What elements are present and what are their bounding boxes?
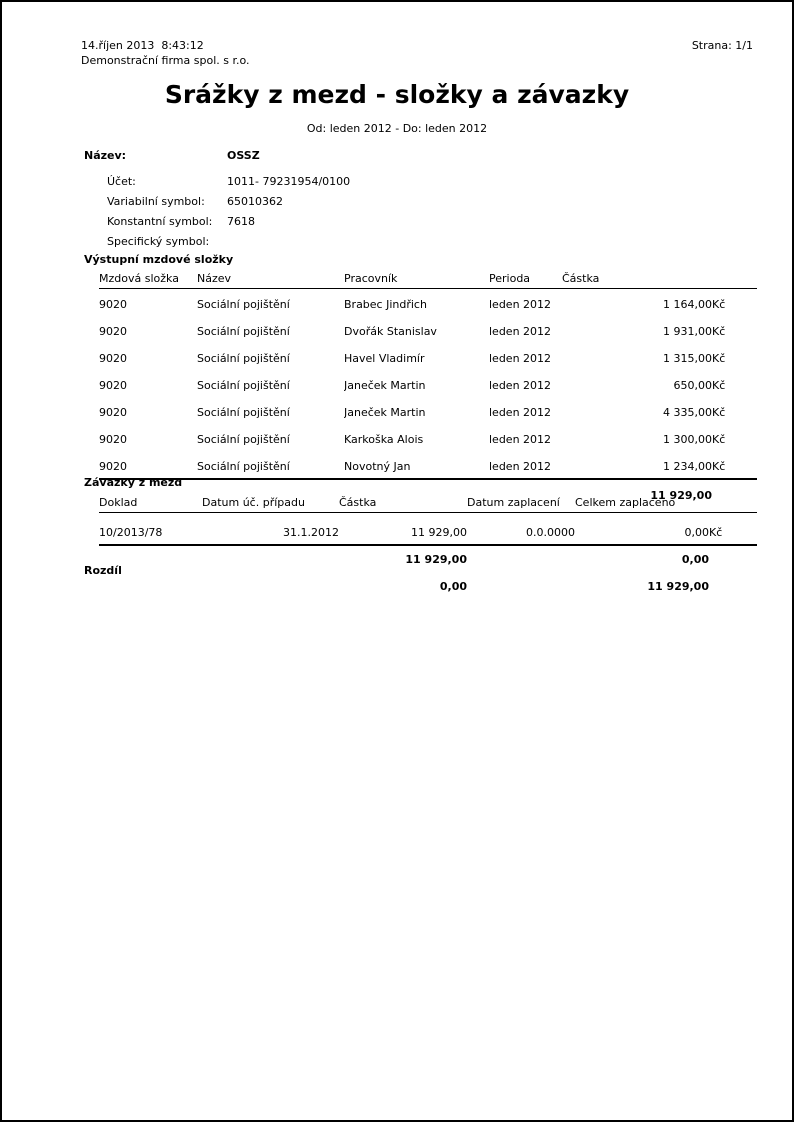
cell-pracovnik: Havel Vladimír: [344, 352, 425, 365]
difference-values: [99, 580, 757, 596]
specificky-label: Specifický symbol:: [107, 235, 210, 248]
cell-slozka: 9020: [99, 379, 127, 392]
cell-castka: 4 335,00: [663, 406, 712, 419]
difference-castka: 0,00: [439, 580, 467, 593]
recipient-name-row: [2, 149, 792, 169]
col-celkem-zaplaceno: Celkem zaplaceno: [575, 488, 709, 513]
col-datum-zaplaceni: Datum zaplacení: [467, 488, 575, 513]
cell-slozka: 9020: [99, 451, 197, 479]
cell-castka: 1 164,00: [663, 298, 712, 311]
konstantni-value: 7618: [227, 215, 255, 228]
cell-pracovnik: Janeček Martin: [344, 406, 426, 419]
report-period: Od: leden 2012 - Do: leden 2012: [306, 122, 488, 135]
components-total: 11 929,00: [650, 489, 712, 502]
liabilities-total-castka: 11 929,00: [405, 553, 467, 566]
table-row: [99, 451, 757, 479]
cell-currency: Kč: [712, 325, 726, 338]
ucet-label: Účet:: [107, 175, 136, 188]
cell-perioda: leden 2012: [489, 433, 552, 446]
liabilities-table-header: [99, 488, 757, 513]
cell-currency: Kč: [712, 433, 726, 446]
cell-pracovnik: Karkoška Alois: [344, 433, 424, 446]
cell-nazev: Sociální pojištění: [197, 433, 290, 446]
table-row: [99, 513, 757, 546]
nazev-label: Název:: [84, 149, 127, 162]
cell-castka: 11 929,00: [339, 513, 467, 546]
konstantni-label: Konstantní symbol:: [107, 215, 213, 228]
liabilities-total-row: [99, 545, 757, 571]
cell-slozka: 9020: [99, 352, 127, 365]
components-table: [99, 264, 757, 507]
col-mzdova-slozka: Mzdová složka: [99, 264, 197, 289]
cell-nazev: Sociální pojištění: [197, 379, 290, 392]
difference-heading: Rozdíl: [84, 564, 122, 577]
info-row-specificky: [2, 235, 792, 255]
table-row: [99, 370, 757, 397]
liabilities-total-celkem: 0,00: [681, 553, 709, 566]
header-right: [692, 38, 753, 53]
cell-nazev: Sociální pojištění: [197, 451, 344, 479]
info-row-variabilni: [2, 195, 792, 215]
recipient-fields: [2, 175, 792, 255]
ucet-value: 1011- 79231954/0100: [227, 175, 351, 188]
table-row: [99, 397, 757, 424]
col-doklad: Doklad: [99, 488, 202, 513]
cell-currency: Kč: [712, 451, 757, 479]
cell-slozka: 9020: [99, 298, 127, 311]
cell-slozka: 9020: [99, 325, 127, 338]
variabilni-value: 65010362: [227, 195, 283, 208]
table-row: [99, 289, 757, 317]
liabilities-section-heading: Závazky z mezd: [84, 476, 183, 489]
components-table-header: [99, 264, 757, 289]
cell-nazev: Sociální pojištění: [197, 325, 290, 338]
cell-datum-zaplaceni: 0.0.0000: [467, 513, 575, 546]
cell-currency: Kč: [712, 379, 726, 392]
cell-currency: Kč: [709, 513, 757, 546]
report-datetime: 14.říjen 2013 8:43:12: [81, 39, 204, 52]
cell-pracovnik: Novotný Jan: [344, 451, 489, 479]
cell-nazev: Sociální pojištění: [197, 352, 290, 365]
report-header: [81, 38, 753, 68]
cell-perioda: leden 2012: [489, 352, 552, 365]
report-title: Srážky z mezd - složky a závazky: [164, 80, 630, 109]
col-currency: [712, 264, 757, 289]
components-section-heading: Výstupní mzdové složky: [84, 253, 234, 266]
difference-celkem: 11 929,00: [647, 580, 709, 593]
cell-perioda: leden 2012: [489, 406, 552, 419]
col-nazev: Název: [197, 264, 344, 289]
info-row-konstantni: [2, 215, 792, 235]
cell-perioda: leden 2012: [489, 298, 552, 311]
cell-castka: 1 300,00: [663, 433, 712, 446]
cell-castka: 1 931,00: [663, 325, 712, 338]
table-row: [99, 424, 757, 451]
recipient-info: [2, 149, 792, 248]
header-left: [81, 38, 250, 68]
cell-castka: 1 234,00: [562, 451, 712, 479]
cell-nazev: Sociální pojištění: [197, 298, 290, 311]
col-pracovnik: Pracovník: [344, 264, 489, 289]
col-datum-pripadu: Datum úč. případu: [202, 488, 339, 513]
cell-perioda: leden 2012: [489, 379, 552, 392]
page-number: Strana: 1/1: [691, 39, 753, 52]
cell-castka: 650,00: [673, 379, 712, 392]
company-name: Demonstrační firma spol. s r.o.: [81, 54, 250, 67]
liabilities-table: [99, 488, 757, 571]
cell-celkem-zaplaceno: 0,00: [575, 513, 709, 546]
table-row: [99, 343, 757, 370]
col-currency: [709, 488, 757, 513]
cell-perioda: leden 2012: [489, 325, 552, 338]
cell-datum-pripadu: 31.1.2012: [202, 513, 339, 546]
col-castka: Částka: [562, 264, 712, 289]
cell-currency: Kč: [712, 406, 726, 419]
cell-pracovnik: Janeček Martin: [344, 379, 426, 392]
col-castka: Částka: [339, 488, 467, 513]
info-row-ucet: [2, 175, 792, 195]
col-perioda: Perioda: [489, 264, 562, 289]
variabilni-label: Variabilní symbol:: [107, 195, 205, 208]
cell-castka: 1 315,00: [663, 352, 712, 365]
cell-pracovnik: Dvořák Stanislav: [344, 325, 437, 338]
table-row: [99, 316, 757, 343]
cell-slozka: 9020: [99, 433, 127, 446]
cell-doklad: 10/2013/78: [99, 513, 202, 546]
cell-currency: Kč: [712, 298, 726, 311]
cell-currency: Kč: [712, 352, 726, 365]
cell-nazev: Sociální pojištění: [197, 406, 290, 419]
cell-pracovnik: Brabec Jindřich: [344, 298, 427, 311]
cell-perioda: leden 2012: [489, 451, 562, 479]
cell-slozka: 9020: [99, 406, 127, 419]
nazev-value: OSSZ: [227, 149, 260, 162]
